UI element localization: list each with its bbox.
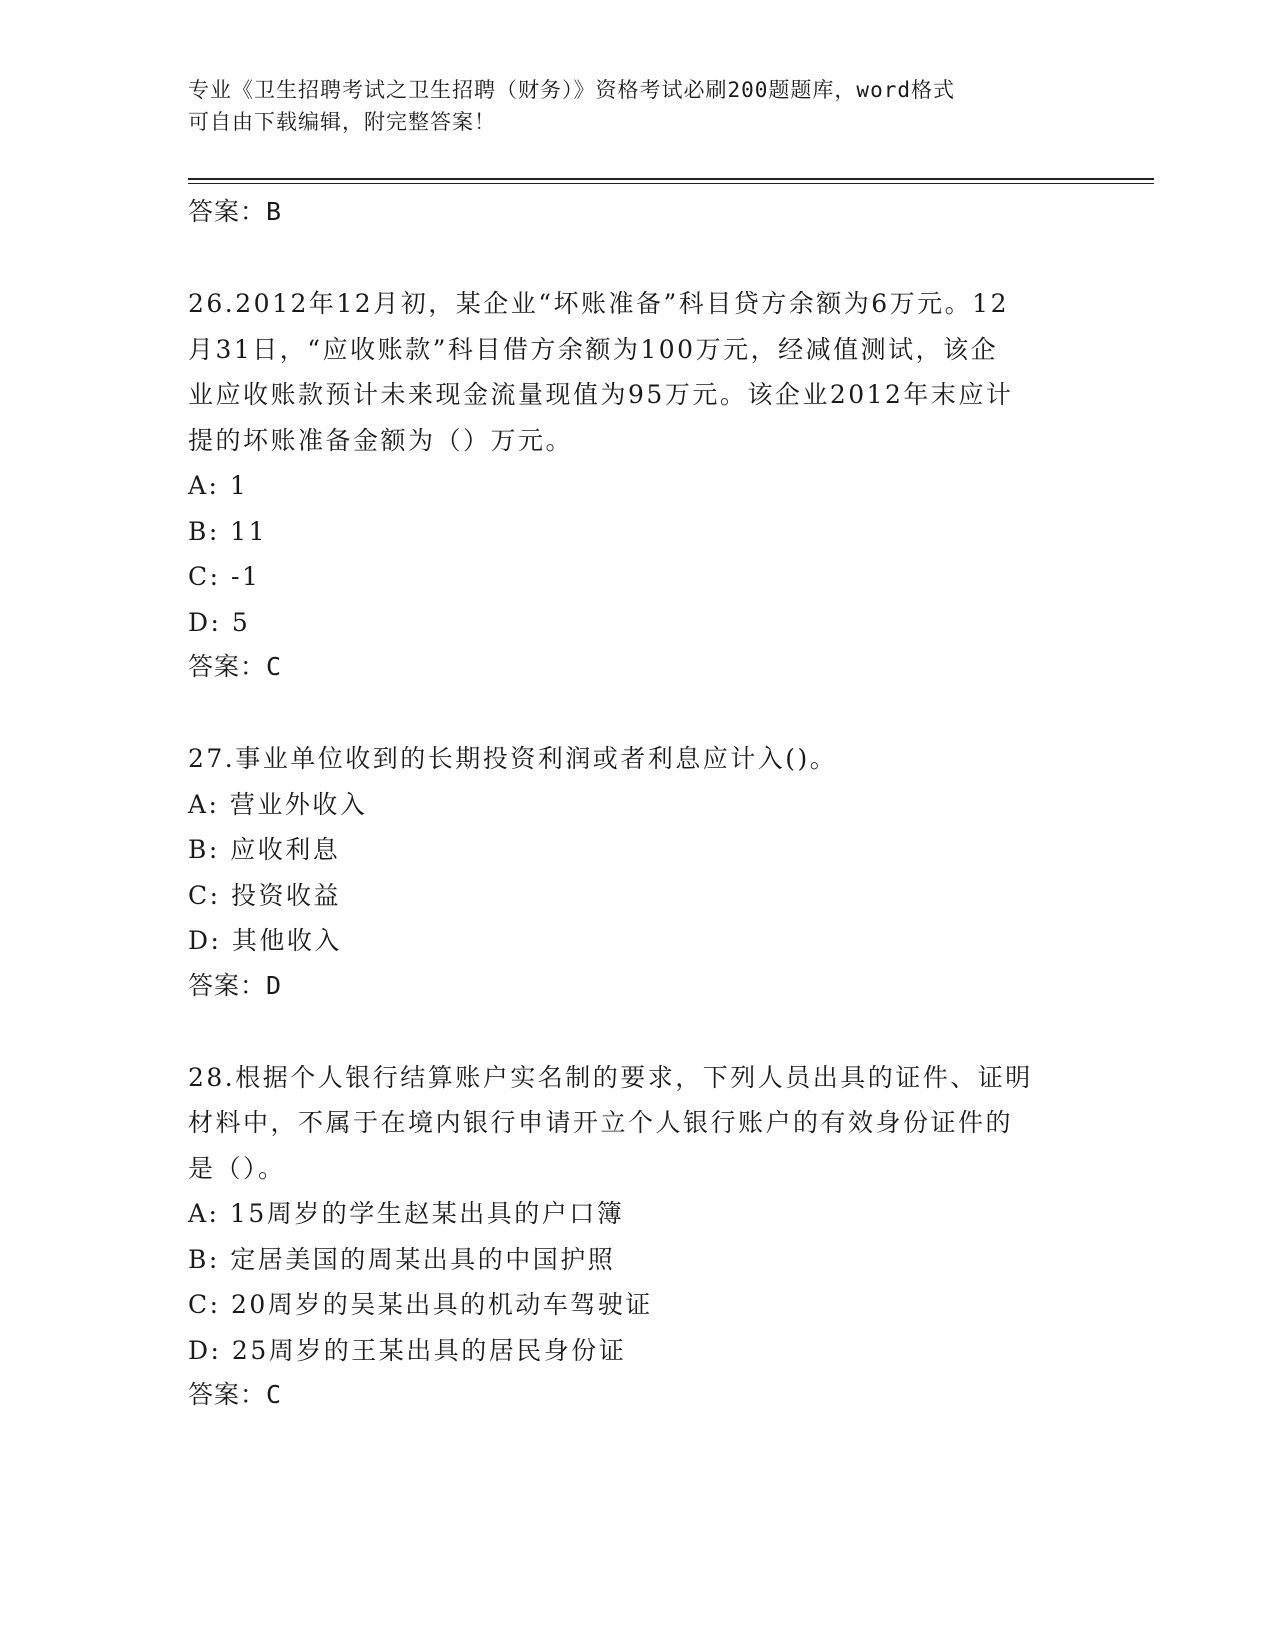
option-b: B: 11 <box>188 516 268 546</box>
answer-line: 答案：D <box>188 970 283 1000</box>
header-line-1: 专业《卫生招聘考试之卫生招聘（财务）》资格考试必刷200题题库，word格式 <box>188 78 955 102</box>
option-c: C: 20周岁的吴某出具的机动车驾驶证 <box>188 1290 653 1319</box>
stem-line: 28.根据个人银行结算账户实名制的要求，下列人员出具的证件、证明 <box>188 1062 1033 1092</box>
option-b: B: 定居美国的周某出具的中国护照 <box>188 1244 616 1274</box>
document-body <box>188 190 1088 1417</box>
option-d: D: 25周岁的王某出具的居民身份证 <box>188 1335 627 1365</box>
page-header <box>188 74 1068 138</box>
stem-line: 月31日，“应收账款”科目借方余额为100万元，经减值测试，该企 <box>188 334 999 364</box>
question-stem <box>188 281 1088 463</box>
stem-line: 27.事业单位收到的长期投资利润或者利息应计入()。 <box>188 744 838 773</box>
header-divider-thin <box>188 183 1154 184</box>
stem-line: 提的坏账准备金额为（）万元。 <box>188 425 574 455</box>
stem-line: 材料中，不属于在境内银行申请开立个人银行账户的有效身份证件的 <box>188 1108 1014 1137</box>
question-27 <box>188 736 1088 1008</box>
answer-line: 答案：C <box>188 652 283 681</box>
option-b: B: 应收利息 <box>188 835 341 864</box>
stem-line: 业应收账款预计未来现金流量现值为95万元。该企业2012年末应计 <box>188 380 1014 409</box>
option-d: D: 其他收入 <box>188 926 342 955</box>
option-c: C: 投资收益 <box>188 880 341 910</box>
option-c: C: -1 <box>188 562 261 591</box>
stem-line: 是（）。 <box>188 1153 286 1183</box>
question-28 <box>188 1055 1088 1418</box>
option-a: A: 1 <box>188 471 249 500</box>
previous-answer: 答案：B <box>188 197 283 226</box>
question-26 <box>188 281 1088 689</box>
stem-line: 26.2012年12月初，某企业“坏账准备”科目贷方余额为6万元。12 <box>188 289 1009 318</box>
option-d: D: 5 <box>188 607 251 637</box>
question-stem <box>188 1055 1088 1192</box>
header-line-2: 可自由下载编辑，附完整答案！ <box>188 110 496 134</box>
question-stem <box>188 736 1088 782</box>
option-a: A: 营业外收入 <box>188 789 368 819</box>
option-a: A: 15周岁的学生赵某出具的户口簿 <box>188 1199 625 1228</box>
answer-line: 答案：C <box>188 1380 283 1409</box>
header-divider-thick <box>188 178 1154 180</box>
